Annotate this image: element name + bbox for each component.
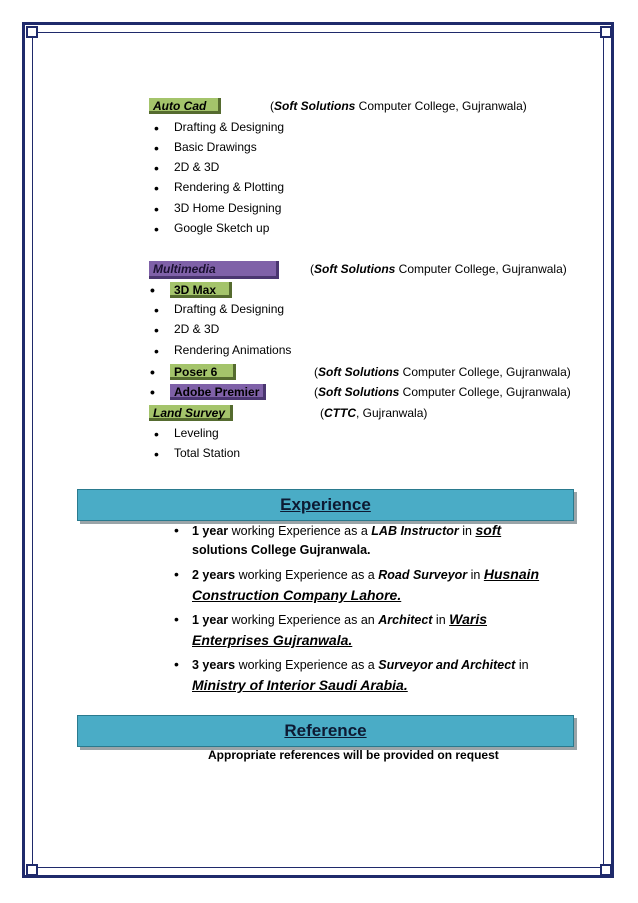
experience-conj: in (432, 613, 450, 627)
experience-banner (77, 489, 574, 521)
autocad-item: • Basic Drawings (174, 140, 257, 154)
multimedia-sub-label (170, 282, 232, 298)
frame-corner-bl (26, 864, 38, 876)
multimedia-sub-label-text: 3D Max (174, 283, 217, 297)
experience-duration: 1 year (192, 613, 229, 627)
landsurvey-source-name: CTTC (324, 406, 356, 420)
experience-conj: in (458, 524, 476, 538)
premier-source-rest: Computer College, Gujranwala) (399, 385, 571, 399)
experience-role: LAB Instructor (371, 524, 459, 538)
landsurvey-source-prefix: ( (320, 406, 324, 420)
experience-entry-cont: solutions College Gujranwala. (192, 543, 371, 557)
multimedia-source-prefix: ( (310, 262, 314, 276)
multimedia-item: • Drafting & Designing (174, 302, 284, 316)
experience-entry (192, 522, 501, 539)
experience-role: Surveyor and Architect (378, 658, 516, 672)
landsurvey-source-rest: , Gujranwala) (356, 406, 428, 420)
experience-heading: Experience (280, 495, 371, 514)
experience-entry-cont: Construction Company Lahore. (192, 587, 402, 603)
experience-conj: in (515, 658, 529, 672)
experience-role: Road Surveyor (378, 568, 468, 582)
multimedia-label: Multimedia (149, 261, 279, 279)
poser-source-prefix: ( (314, 365, 318, 379)
experience-role: Architect (378, 613, 433, 627)
autocad-source-prefix: ( (270, 99, 274, 113)
multimedia-source-rest: Computer College, Gujranwala) (395, 262, 567, 276)
experience-conj: in (467, 568, 484, 582)
reference-heading: Reference (284, 721, 367, 740)
experience-org: Waris (449, 611, 487, 627)
multimedia-item: • 2D & 3D (174, 322, 219, 336)
premier-source (314, 385, 571, 399)
reference-banner (77, 715, 574, 747)
experience-entry (192, 566, 539, 583)
autocad-label: Auto Cad (149, 98, 221, 114)
experience-entry-cont: Ministry of Interior Saudi Arabia. (192, 677, 408, 693)
landsurvey-source (320, 406, 427, 420)
landsurvey-item: • Total Station (174, 446, 240, 460)
autocad-item: • Google Sketch up (174, 221, 269, 235)
experience-entry (192, 611, 487, 628)
poser-label-text: Poser 6 (174, 365, 218, 379)
multimedia-item: • Rendering Animations (174, 343, 291, 357)
autocad-item: • 3D Home Designing (174, 201, 281, 215)
experience-duration: 3 years (192, 658, 236, 672)
premier-label-text: Adobe Premier (174, 385, 260, 399)
autocad-item: • 2D & 3D (174, 160, 219, 174)
premier-label (170, 384, 266, 400)
reference-text: Appropriate references will be provided on request (208, 748, 499, 762)
experience-entry-cont: Enterprises Gujranwala. (192, 632, 353, 648)
landsurvey-item: • Leveling (174, 426, 219, 440)
experience-entry (192, 656, 529, 673)
experience-org: soft (475, 522, 502, 538)
premier-source-prefix: ( (314, 385, 318, 399)
poser-source (314, 365, 571, 379)
poser-label (170, 364, 236, 380)
experience-duration: 2 years (192, 568, 236, 582)
landsurvey-label: Land Survey (149, 405, 233, 421)
experience-org: Husnain (483, 566, 540, 582)
experience-duration: 1 year (192, 524, 229, 538)
poser-source-rest: Computer College, Gujranwala) (399, 365, 571, 379)
autocad-source (270, 99, 527, 113)
autocad-item: • Rendering & Plotting (174, 180, 284, 194)
frame-corner-br (600, 864, 612, 876)
experience-mid: working Experience as an (228, 613, 379, 627)
autocad-item: • Drafting & Designing (174, 120, 284, 134)
experience-mid: working Experience as a (235, 658, 379, 672)
multimedia-source (310, 262, 567, 276)
frame-corner-tl (26, 26, 38, 38)
frame-corner-tr (600, 26, 612, 38)
experience-mid: working Experience as a (228, 524, 372, 538)
autocad-source-rest: Computer College, Gujranwala) (355, 99, 527, 113)
premier-source-name: Soft Solutions (318, 385, 400, 399)
multimedia-source-name: Soft Solutions (314, 262, 396, 276)
poser-source-name: Soft Solutions (318, 365, 400, 379)
autocad-source-name: Soft Solutions (274, 99, 356, 113)
experience-mid: working Experience as a (235, 568, 379, 582)
